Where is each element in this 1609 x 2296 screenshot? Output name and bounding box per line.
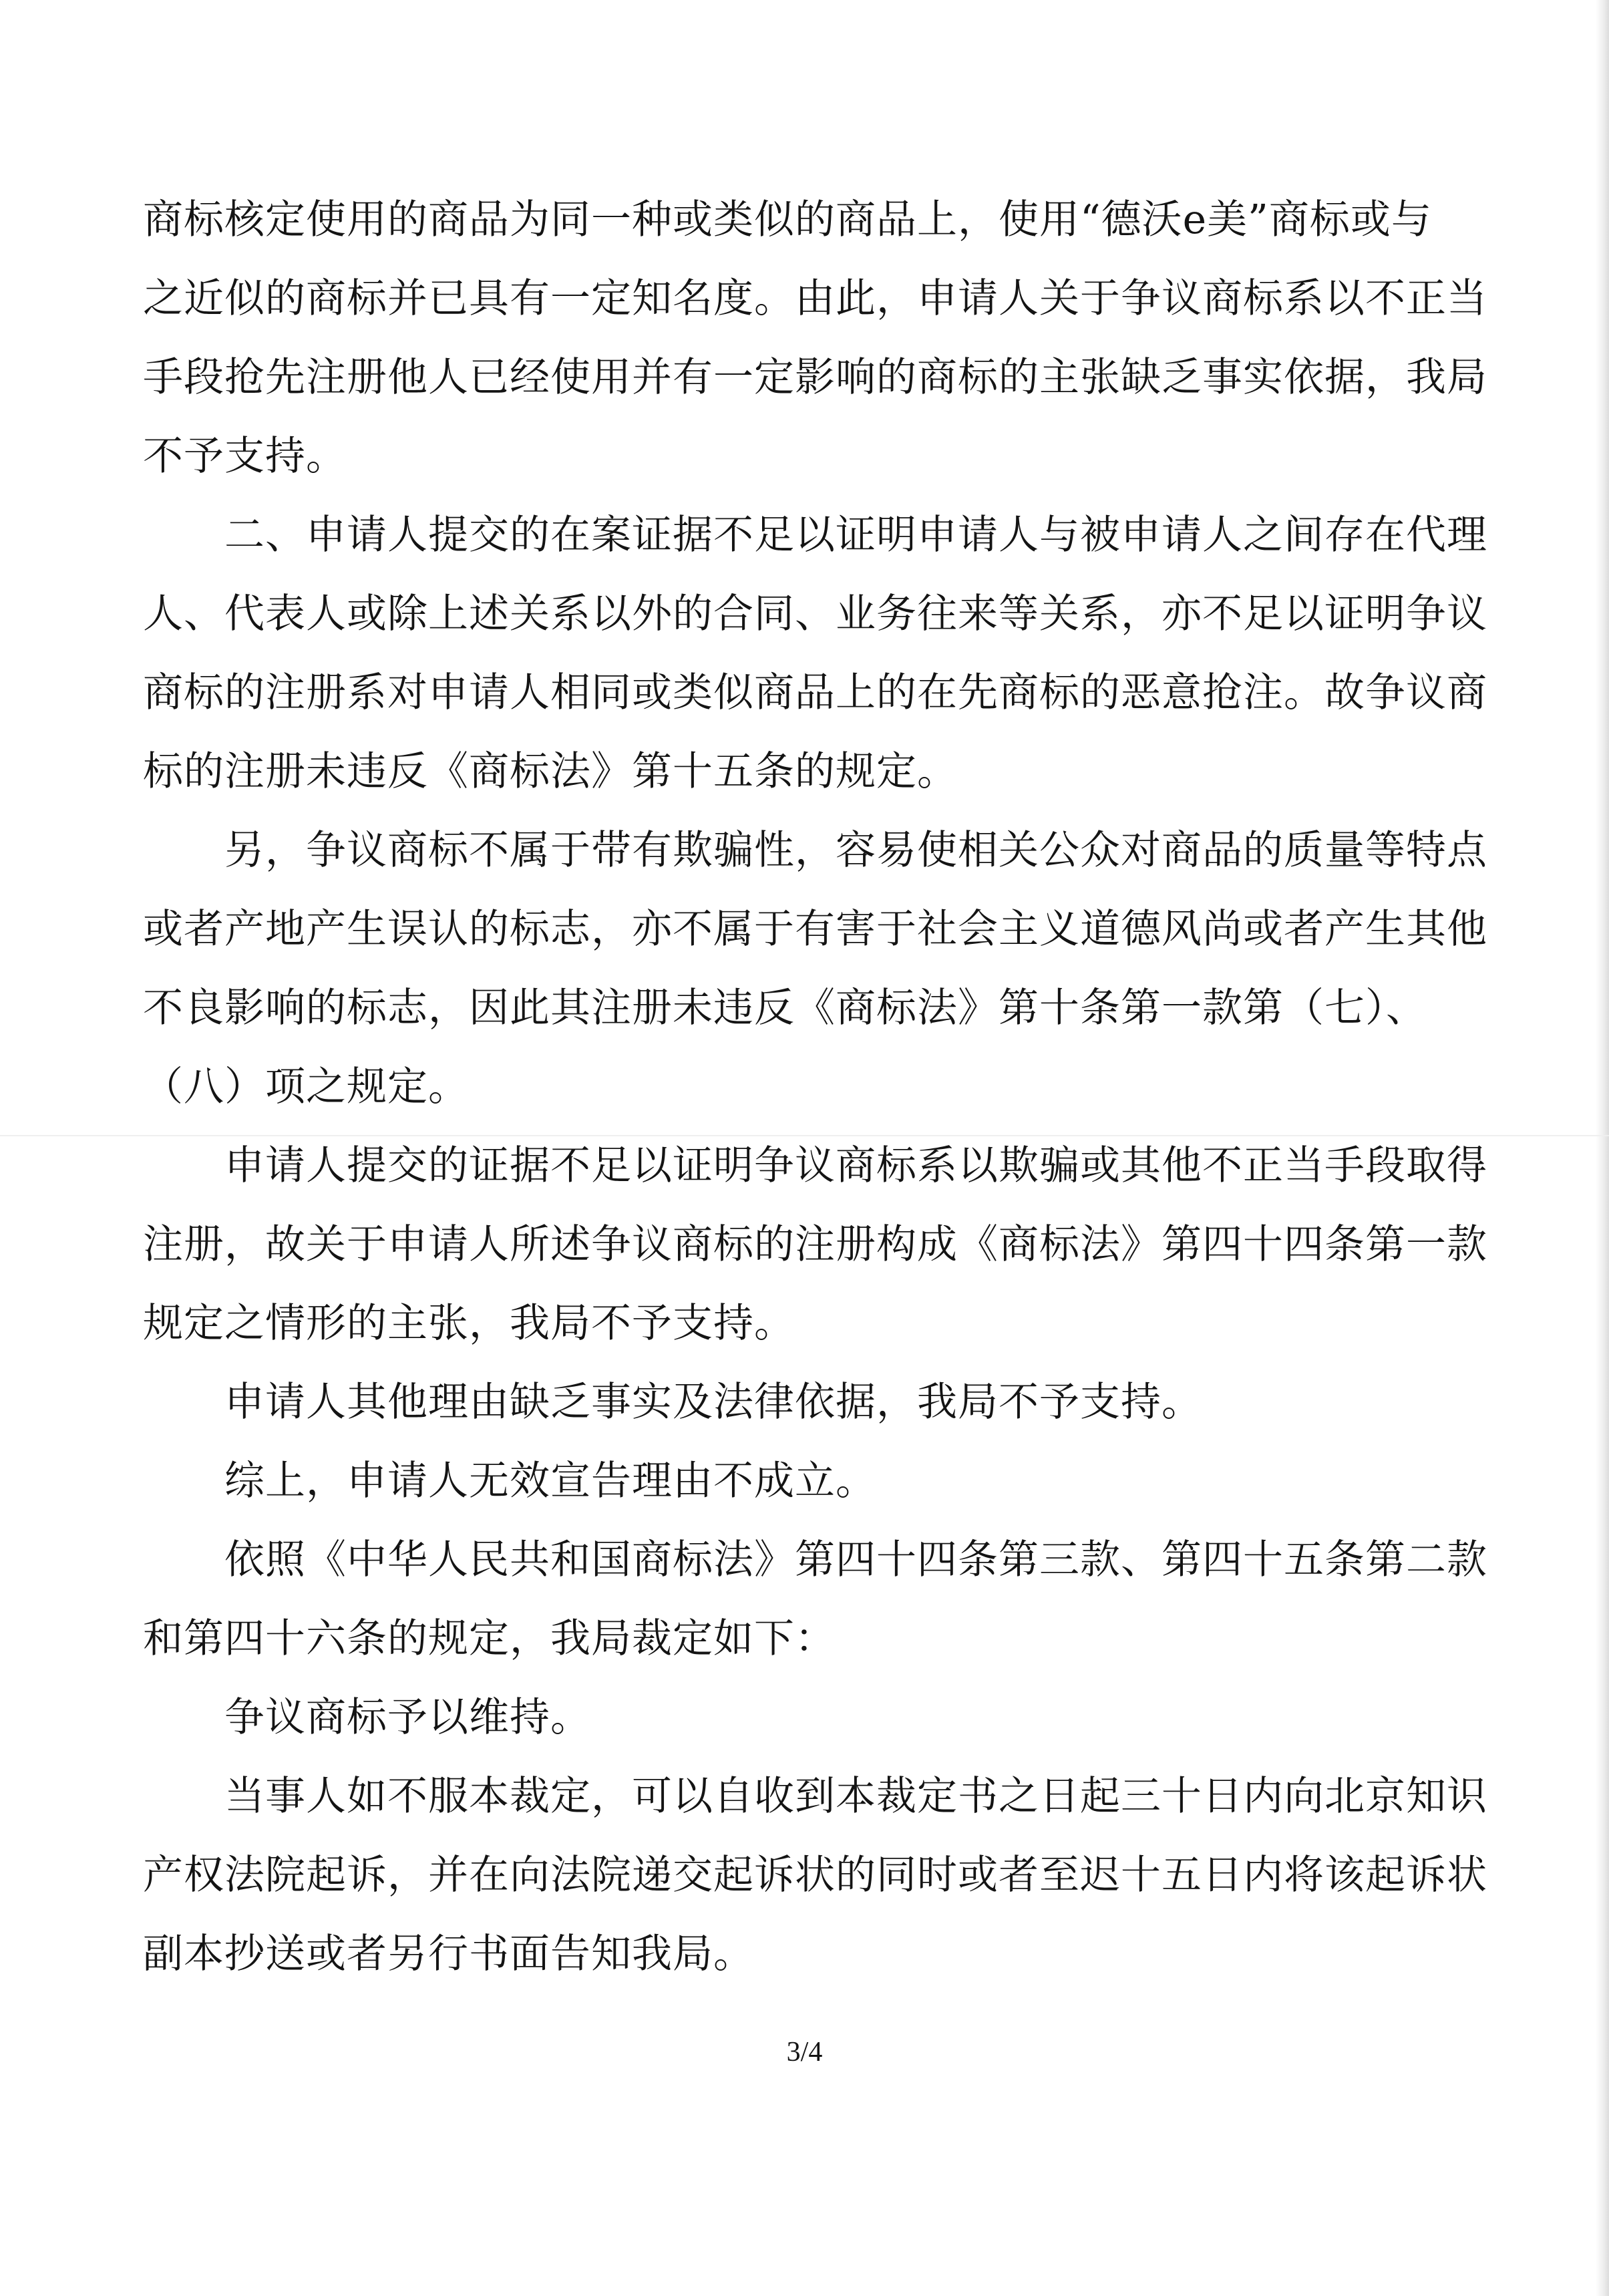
paragraph-start-line: 当事人如不服本裁定，可以自收到本裁定书之日起三十日内向北京知识 — [224, 1773, 1487, 1820]
paragraph-start-line: 争议商标予以维持。 — [224, 1694, 591, 1741]
paragraph-start-line: 申请人提交的证据不足以证明争议商标系以欺骗或其他不正当手段取得 — [224, 1142, 1487, 1189]
page-number: 3/4 — [786, 2037, 823, 2068]
text-line: 商标核定使用的商品为同一种或类似的商品上，使用“德沃e美”商标或与 — [143, 196, 1432, 243]
text-line: 商标的注册系对申请人相同或类似商品上的在先商标的恶意抢注。故争议商 — [143, 669, 1487, 716]
paragraph-start-line: 综上，申请人无效宣告理由不成立。 — [224, 1458, 876, 1504]
paragraph-start-line: 二、申请人提交的在案证据不足以证明申请人与被申请人之间存在代理 — [224, 512, 1487, 558]
text-line: 不良影响的标志，因此其注册未违反《商标法》第十条第一款第（七）、 — [143, 985, 1427, 1031]
paragraph-start-line: 申请人其他理由缺乏事实及法律依据，我局不予支持。 — [224, 1379, 1202, 1426]
text-line: 注册，故关于申请人所述争议商标的注册构成《商标法》第四十四条第一款 — [143, 1221, 1487, 1268]
paragraph-start-line: 依照《中华人民共和国商标法》第四十四条第三款、第四十五条第二款 — [224, 1536, 1487, 1583]
text-line: （八）项之规定。 — [143, 1063, 469, 1110]
text-line: 不予支持。 — [143, 433, 347, 480]
text-line: 规定之情形的主张，我局不予支持。 — [143, 1300, 795, 1347]
paragraph-start-line: 另，争议商标不属于带有欺骗性，容易使相关公众对商品的质量等特点 — [224, 827, 1487, 874]
scan-edge-shadow — [1596, 0, 1609, 2296]
text-line: 副本抄送或者另行书面告知我局。 — [143, 1931, 754, 1977]
text-line: 标的注册未违反《商标法》第十五条的规定。 — [143, 748, 958, 795]
text-line: 和第四十六条的规定，我局裁定如下： — [143, 1615, 836, 1662]
text-line: 产权法院起诉，并在向法院递交起诉状的同时或者至迟十五日内将该起诉状 — [143, 1852, 1487, 1899]
text-line: 或者产地产生误认的标志，亦不属于有害于社会主义道德风尚或者产生其他 — [143, 906, 1487, 953]
document-body — [143, 180, 1487, 1993]
text-line: 之近似的商标并已具有一定知名度。由此，申请人关于争议商标系以不正当 — [143, 275, 1487, 322]
text-line: 手段抢先注册他人已经使用并有一定影响的商标的主张缺乏事实依据，我局 — [143, 354, 1487, 401]
text-line: 人、代表人或除上述关系以外的合同、业务往来等关系，亦不足以证明争议 — [143, 591, 1487, 637]
